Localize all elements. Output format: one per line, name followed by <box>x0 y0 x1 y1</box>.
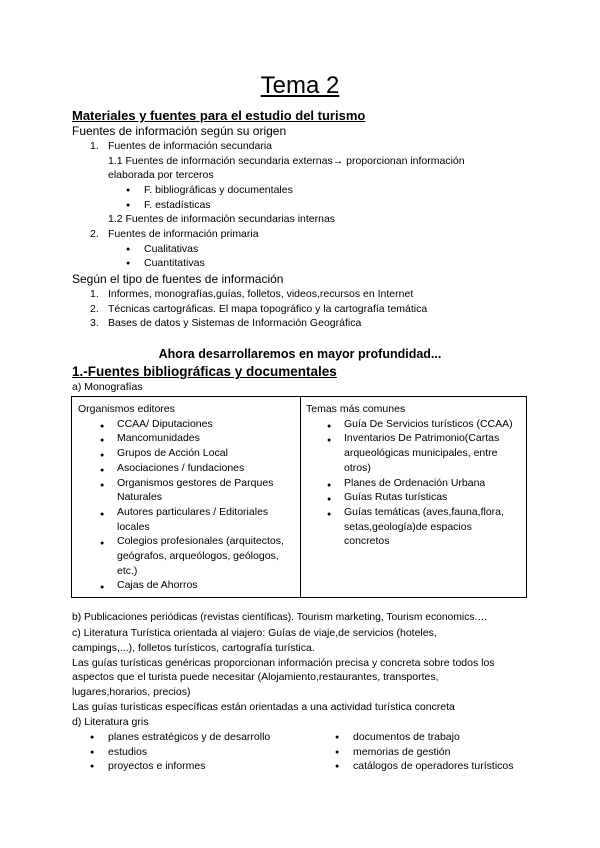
organismo-item: ● Cajas de Ahorros <box>117 578 297 593</box>
gris-item: ● catálogos de operadores turísticos <box>353 760 514 772</box>
table-col-header: Organismos editores <box>78 403 175 415</box>
primary-bullet: ● Cuantitativas <box>144 257 205 269</box>
secondary-bullet: ● F. bibliográficas y documentales <box>144 184 293 196</box>
organismo-item: ● Autores particulares / Editoriales locales <box>117 505 282 534</box>
tema-item: ● Guías temáticas (aves,fauna,flora, setas,geología)de espacios concretos <box>344 505 516 549</box>
table-cell-organismos <box>72 397 301 598</box>
para-especificas: Las guías turísticas específicas están orientadas a una actividad turística concreta <box>72 701 455 713</box>
tema-item: ● Planes de Ordenación Urbana <box>344 476 524 491</box>
section1-heading: 1.-Fuentes bibliográficas y documentales <box>72 364 337 379</box>
organismo-item: ● Mancomunidades <box>117 431 297 446</box>
organismo-item: ● Organismos gestores de Parques Naturales <box>117 476 282 505</box>
type-item-num: 2. <box>90 303 99 315</box>
tema-item: ● Guías Rutas turísticas <box>344 490 524 505</box>
type-item-label: Bases de datos y Sistemas de Información Geográfica <box>108 317 362 329</box>
para-genericas-line1: Las guías turísticas genéricas proporcionan información precisa y concreta sobre todos los <box>72 657 495 669</box>
monografias-label: a) Monografías <box>72 381 143 393</box>
organismo-item: ● Asociaciones / fundaciones <box>117 461 297 476</box>
para-literatura-gris: d) Literatura gris <box>72 716 149 728</box>
organismo-item: ● CCAA/ Diputaciones <box>117 417 297 432</box>
table-cell-temas <box>301 397 527 598</box>
secondary-internal: 1.2 Fuentes de información secundarias internas <box>108 213 336 225</box>
para-genericas-line3: lugares,horarios, precios) <box>72 686 191 698</box>
organismo-item: ● Grupos de Acción Local <box>117 446 297 461</box>
secondary-external-line1: 1.1 Fuentes de información secundaria externas→ proporcionan información <box>108 155 465 167</box>
tema-item: ● Guía De Servicios turísticos (CCAA) <box>344 417 529 432</box>
gris-item: ● proyectos e informes <box>108 760 205 772</box>
gris-item: ● memorias de gestión <box>353 746 450 758</box>
origin-item-num: 2. <box>90 228 99 240</box>
origin-item-label: Fuentes de información primaria <box>108 228 259 240</box>
gris-item: ● estudios <box>108 746 147 758</box>
origin-item-num: 1. <box>90 140 99 152</box>
para-publicaciones: b) Publicaciones periódicas (revistas científicas). Tourism marketing, Tourism economics.… <box>72 612 488 623</box>
para-literatura-line1: c) Literatura Turística orientada al viajero: Guías de viaje,de servicios (hoteles, <box>72 627 437 639</box>
monografias-table <box>71 396 527 598</box>
secondary-external-line2: elaborada por terceros <box>108 169 214 181</box>
table-col-header: Temas más comunes <box>306 403 406 415</box>
type-item-num: 1. <box>90 288 99 300</box>
origin-heading: Fuentes de información según su origen <box>72 124 287 138</box>
type-heading: Según el tipo de fuentes de información <box>72 272 284 286</box>
organismo-item: ● Colegios profesionales (arquitectos, geógrafos, arqueólogos, geólogos, etc.) <box>117 534 292 578</box>
type-item-num: 3. <box>90 317 99 329</box>
type-item-label: Informes, monografías,guías, folletos, videos,recursos en Internet <box>108 288 414 300</box>
primary-bullet: ● Cualitativas <box>144 243 198 255</box>
gris-item: ● documentos de trabajo <box>353 731 460 743</box>
secondary-bullet: ● F. estadísticas <box>144 199 211 211</box>
gris-item: ● planes estratégicos y de desarrollo <box>108 731 270 743</box>
page-title: Tema 2 <box>260 72 340 99</box>
para-genericas-line2: aspectos que el turista puede necesitar (Alojamiento,restaurantes, transportes, <box>72 671 439 683</box>
para-literatura-line2: campings,...), folletos turísticos, cartografía turística. <box>72 642 315 654</box>
origin-item-label: Fuentes de información secundaria <box>108 140 273 152</box>
deeper-heading: Ahora desarrollaremos en mayor profundidad... <box>158 347 442 361</box>
tema-item: ● Inventarios De Patrimonio(Cartas arqueológicas municipales, entre otros) <box>344 431 519 475</box>
type-item-label: Técnicas cartográficas. El mapa topográfico y la cartografía temática <box>108 303 428 315</box>
main-heading: Materiales y fuentes para el estudio del turismo <box>72 108 366 123</box>
